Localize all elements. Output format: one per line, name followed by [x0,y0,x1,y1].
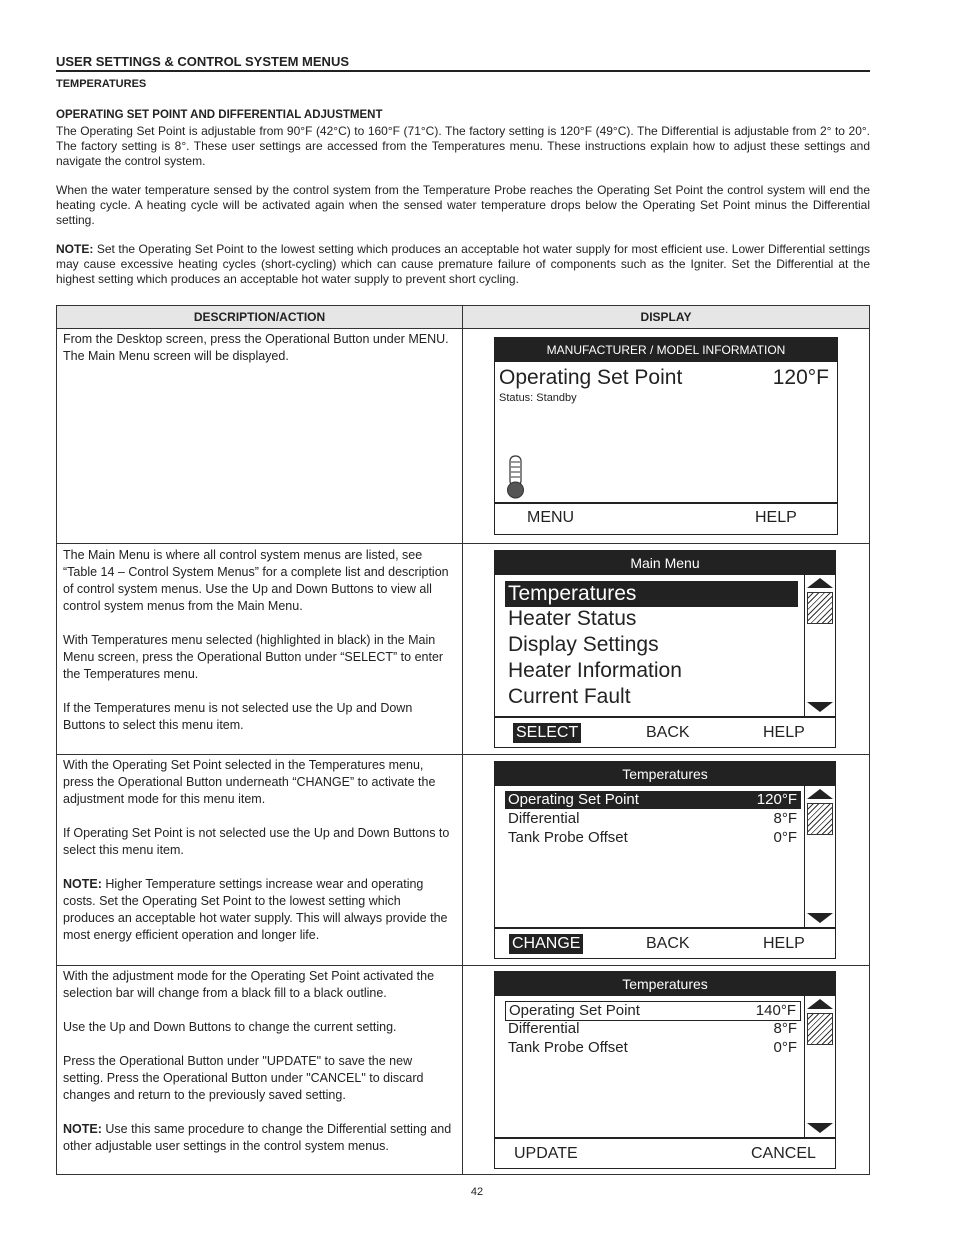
scroll-thumb[interactable] [807,592,833,624]
help-softkey[interactable]: HELP [763,935,805,952]
menu-item-current-fault[interactable]: Current Fault [508,685,631,708]
setting-label: Tank Probe Offset [508,1039,628,1056]
row-divider [57,754,869,755]
screen-title: Operating Set Point [499,366,683,389]
setting-row-tank-probe-offset[interactable] [505,829,801,847]
row-2-text-3: If the Temperatures menu is not selected use the Up and Down Buttons to select this menu item. [63,701,413,732]
change-softkey[interactable]: CHANGE [509,934,583,954]
note-label: NOTE: [63,877,102,891]
setting-label: Tank Probe Offset [508,829,628,846]
row-4-text-2: Use the Up and Down Buttons to change the current setting. [63,1020,397,1034]
row-3-text-2: If Operating Set Point is not selected use the Up and Down Buttons to select this menu item. [63,826,450,857]
row-divider [57,543,869,544]
scroll-thumb[interactable] [807,803,833,835]
note-text: Higher Temperature settings increase wear and operating costs. Set the Operating Set Point to the lowest setting which produces an acceptable hot water supply. This will always provide the most energy efficient operation and longer life. [63,877,448,942]
setting-label: Operating Set Point [508,791,639,808]
note-label: NOTE: [56,242,94,256]
setting-value: 120°F [756,791,797,808]
menu-item-temperatures[interactable]: Temperatures [505,581,798,607]
softkey-divider [495,502,837,504]
setting-row-operating-set-point[interactable] [505,1001,801,1021]
temperatures-banner: Temperatures [495,972,835,996]
help-softkey[interactable]: HELP [755,509,797,526]
menu-softkey[interactable]: MENU [527,509,575,526]
row-1-description [63,331,455,365]
status-text: Status: Standby [499,392,577,404]
row-4-description [63,968,455,1155]
menu-item-heater-information[interactable]: Heater Information [508,659,682,682]
setting-label: Differential [508,810,580,827]
scroll-down-arrow-icon[interactable] [807,702,833,712]
row-1-text: From the Desktop screen, press the Operational Button under MENU. The Main Menu screen will be displayed. [63,332,449,363]
thermometer-icon [505,454,527,500]
row-2-description [63,547,455,734]
select-softkey[interactable]: SELECT [513,723,581,743]
setting-row-differential[interactable] [505,1020,801,1038]
help-softkey[interactable]: HELP [763,724,805,741]
setting-value: 0°F [773,1039,797,1056]
subsection-title: TEMPERATURES [56,78,147,90]
setting-label: Differential [508,1020,580,1037]
scroll-up-arrow-icon[interactable] [807,578,833,588]
setting-label: Operating Set Point [509,1002,640,1019]
scrollbar[interactable] [804,996,836,1137]
column-header-display: DISPLAY [463,306,869,329]
scrollbar[interactable] [804,575,836,716]
scroll-down-arrow-icon[interactable] [807,1123,833,1133]
setting-row-tank-probe-offset[interactable] [505,1039,801,1057]
setting-value: 8°F [773,810,797,827]
row-divider [57,965,869,966]
scroll-up-arrow-icon[interactable] [807,999,833,1009]
column-header-description: DESCRIPTION/ACTION [57,306,463,329]
setting-value: 0°F [773,829,797,846]
note-text: Use this same procedure to change the Differential setting and other adjustable user settings in the control system menus. [63,1122,452,1153]
menu-item-display-settings[interactable]: Display Settings [508,633,659,656]
main-menu-banner: Main Menu [495,551,835,575]
setting-row-differential[interactable] [505,810,801,828]
set-point-value: 120°F [772,366,829,389]
back-softkey[interactable]: BACK [646,724,690,741]
column-divider [462,306,463,1174]
row-4-text-3: Press the Operational Button under "UPDATE" to save the new setting. Press the Operational Button under "CANCEL" to discard changes and return to the previously saved setting. [63,1054,424,1102]
desktop-screen [494,337,838,535]
row-3-text-1: With the Operating Set Point selected in the Temperatures menu, press the Operational Button underneath “CHANGE” to activate the adjustment mode for this menu item. [63,758,436,806]
softkey-divider [495,927,835,929]
note-text: Set the Operating Set Point to the lowest setting which produces an acceptable hot water supply for most efficient use. Lower Differential settings may cause excessive heating cycles (short-cycling) which can cause premature failure of components such as the Igniter. Set the Differential at the highest setting which produces an acceptable hot water supply to prevent short cycling. [56,242,870,286]
procedure-table [56,305,870,1175]
topic-title: OPERATING SET POINT AND DIFFERENTIAL ADJUSTMENT [56,109,383,121]
back-softkey[interactable]: BACK [646,935,690,952]
row-3-note [63,876,455,944]
setting-row-operating-set-point[interactable] [505,791,801,809]
intro-paragraph-2: When the water temperature sensed by the control system from the Temperature Probe reaches the Operating Set Point the control system will end the heating cycle. A heating cycle will be activated again when the sensed water temperature drops below the Operating Set Point minus the Differential setting. [56,183,870,227]
row-2-text-2: With Temperatures menu selected (highlighted in black) in the Main Menu screen, press the Operational Button under “SELECT” to enter the Temperatures menu. [63,633,444,681]
note-label: NOTE: [63,1122,102,1136]
menu-item-heater-status[interactable]: Heater Status [508,607,637,630]
row-4-note [63,1121,455,1155]
scroll-up-arrow-icon[interactable] [807,789,833,799]
cancel-softkey[interactable]: CANCEL [751,1145,816,1162]
softkey-divider [495,716,835,718]
intro-note [56,242,870,287]
row-2-text-1: The Main Menu is where all control system menus are listed, see “Table 14 – Control System Menus” for a complete list and description of control system menus. Use the Up and Down Buttons to view all control system menus from the Main Menu. [63,548,449,613]
main-menu-screen [494,550,836,748]
temperatures-banner: Temperatures [495,762,835,786]
model-info-banner: MANUFACTURER / MODEL INFORMATION [495,338,837,362]
temperatures-select-screen [494,761,836,959]
softkey-divider [495,1137,835,1139]
scrollbar[interactable] [804,786,836,927]
page-number: 42 [470,1186,484,1198]
row-3-description [63,757,455,944]
update-softkey[interactable]: UPDATE [514,1145,578,1162]
section-title: USER SETTINGS & CONTROL SYSTEM MENUS [56,54,870,72]
scroll-down-arrow-icon[interactable] [807,913,833,923]
setting-value: 140°F [755,1002,796,1019]
intro-paragraph-1: The Operating Set Point is adjustable from 90°F (42°C) to 160°F (71°C). The factory setting is 120°F (49°C). The Differential is adjustable from 2° to 20°. The factory setting is 8°. These user settings are accessed from the Temperatures menu. These instructions explain how to adjust these settings and navigate the control system. [56,124,870,168]
scroll-thumb[interactable] [807,1013,833,1045]
row-4-text-1: With the adjustment mode for the Operating Set Point activated the selection bar will change from a black fill to a black outline. [63,969,435,1000]
setting-value: 8°F [773,1020,797,1037]
temperatures-adjust-screen [494,971,836,1169]
